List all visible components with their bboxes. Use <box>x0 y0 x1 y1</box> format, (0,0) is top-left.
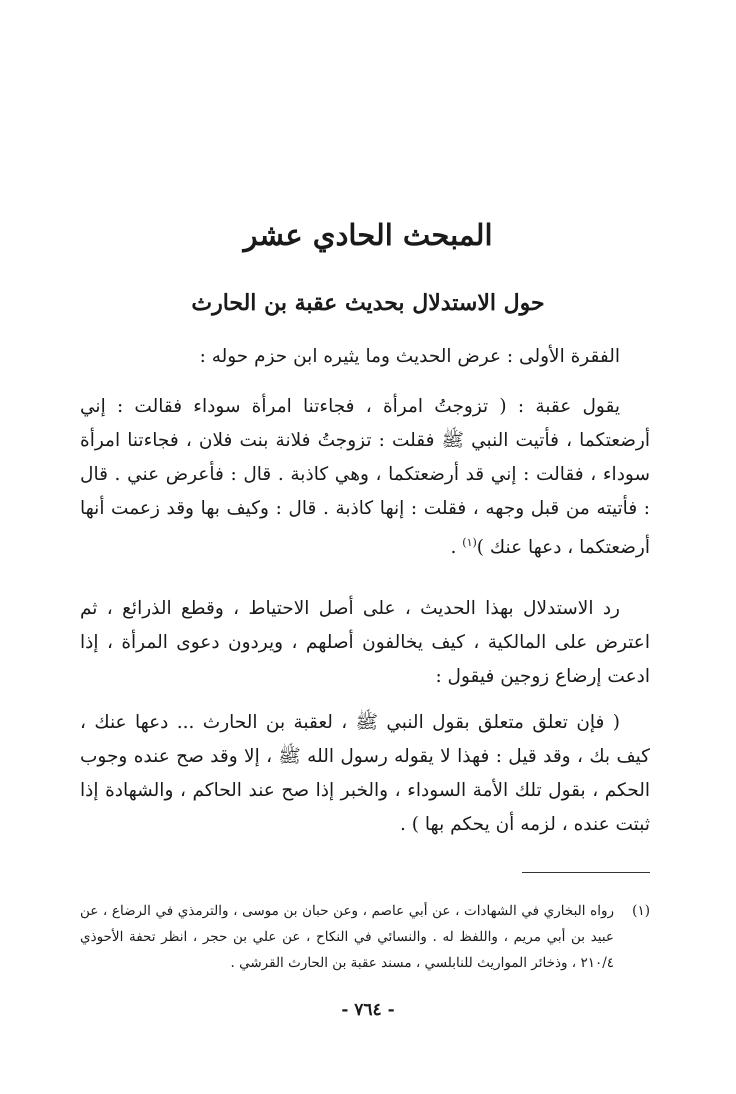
footnote-text: رواه البخاري في الشهادات ، عن أبي عاصم ، وعن حبان بن موسى ، والترمذي في الرضاع ، عن عبيد بن أبي مريم ، واللفظ له . والنسائي في النكاح ، عن علي بن حجر ، انظر تحفة الأحوذي ٢١٠/٤ ، وذخائر المواريث للنابلسي ، مسند عقبة بن الحارث القرشي . <box>80 903 614 971</box>
paragraph-response: رد الاستدلال بهذا الحديث ، على أصل الاحتياط ، وقطع الذرائع ، ثم اعترض على المالكية ، كيف يخالفون أصلهم ، ويردون دعوى المرأة ، إذا ادعت إرضاع زوجين فيقول : <box>80 598 650 687</box>
hadith-text: يقول عقبة : ( تزوجتُ امرأة ، فجاءتنا امرأة سوداء فقالت : إني أرضعتكما ، فأتيت النبي ﷺ فقلت : تزوجتُ فلانة بنت فلان ، فجاءتنا امرأة سوداء ، فقالت : إني قد أرضعتكما ، وهي كاذبة . قال : فأعرض عني . قال : فأتيته من قبل وجهه ، فقلت : إنها كاذبة . قال : وكيف بها وقد زعمت أنها أرضعتكما ، دعها عنك ) <box>80 396 650 559</box>
paragraph-hadith <box>80 390 650 565</box>
footnote-marker: (١) <box>462 536 477 549</box>
paragraph-quote: ( فإن تعلق متعلق بقول النبي ﷺ ، لعقبة بن الحارث ... دعها عنك ، كيف بك ، وقد قيل : فهذا لا يقوله رسول الله ﷺ ، إلا وقد صح عنده وجوب الحكم ، بقول تلك الأمة السوداء ، والخبر إذا صح عند الحاكم ، والشهادة إذا ثبتت عنده ، لزمه أن يحكم بها ) . <box>80 712 650 835</box>
footnote-number: (١) <box>632 903 650 919</box>
page-number: - ٧٦٤ - <box>341 1000 395 1020</box>
hadith-end: . <box>450 537 463 559</box>
chapter-title: المبحث الحادي عشر <box>243 218 493 252</box>
section-subtitle: حول الاستدلال بحديث عقبة بن الحارث <box>191 290 545 316</box>
footnote <box>80 898 650 976</box>
paragraph-intro: الفقرة الأولى : عرض الحديث وما يثيره ابن حزم حوله : <box>199 346 620 367</box>
footnote-divider <box>522 872 650 873</box>
